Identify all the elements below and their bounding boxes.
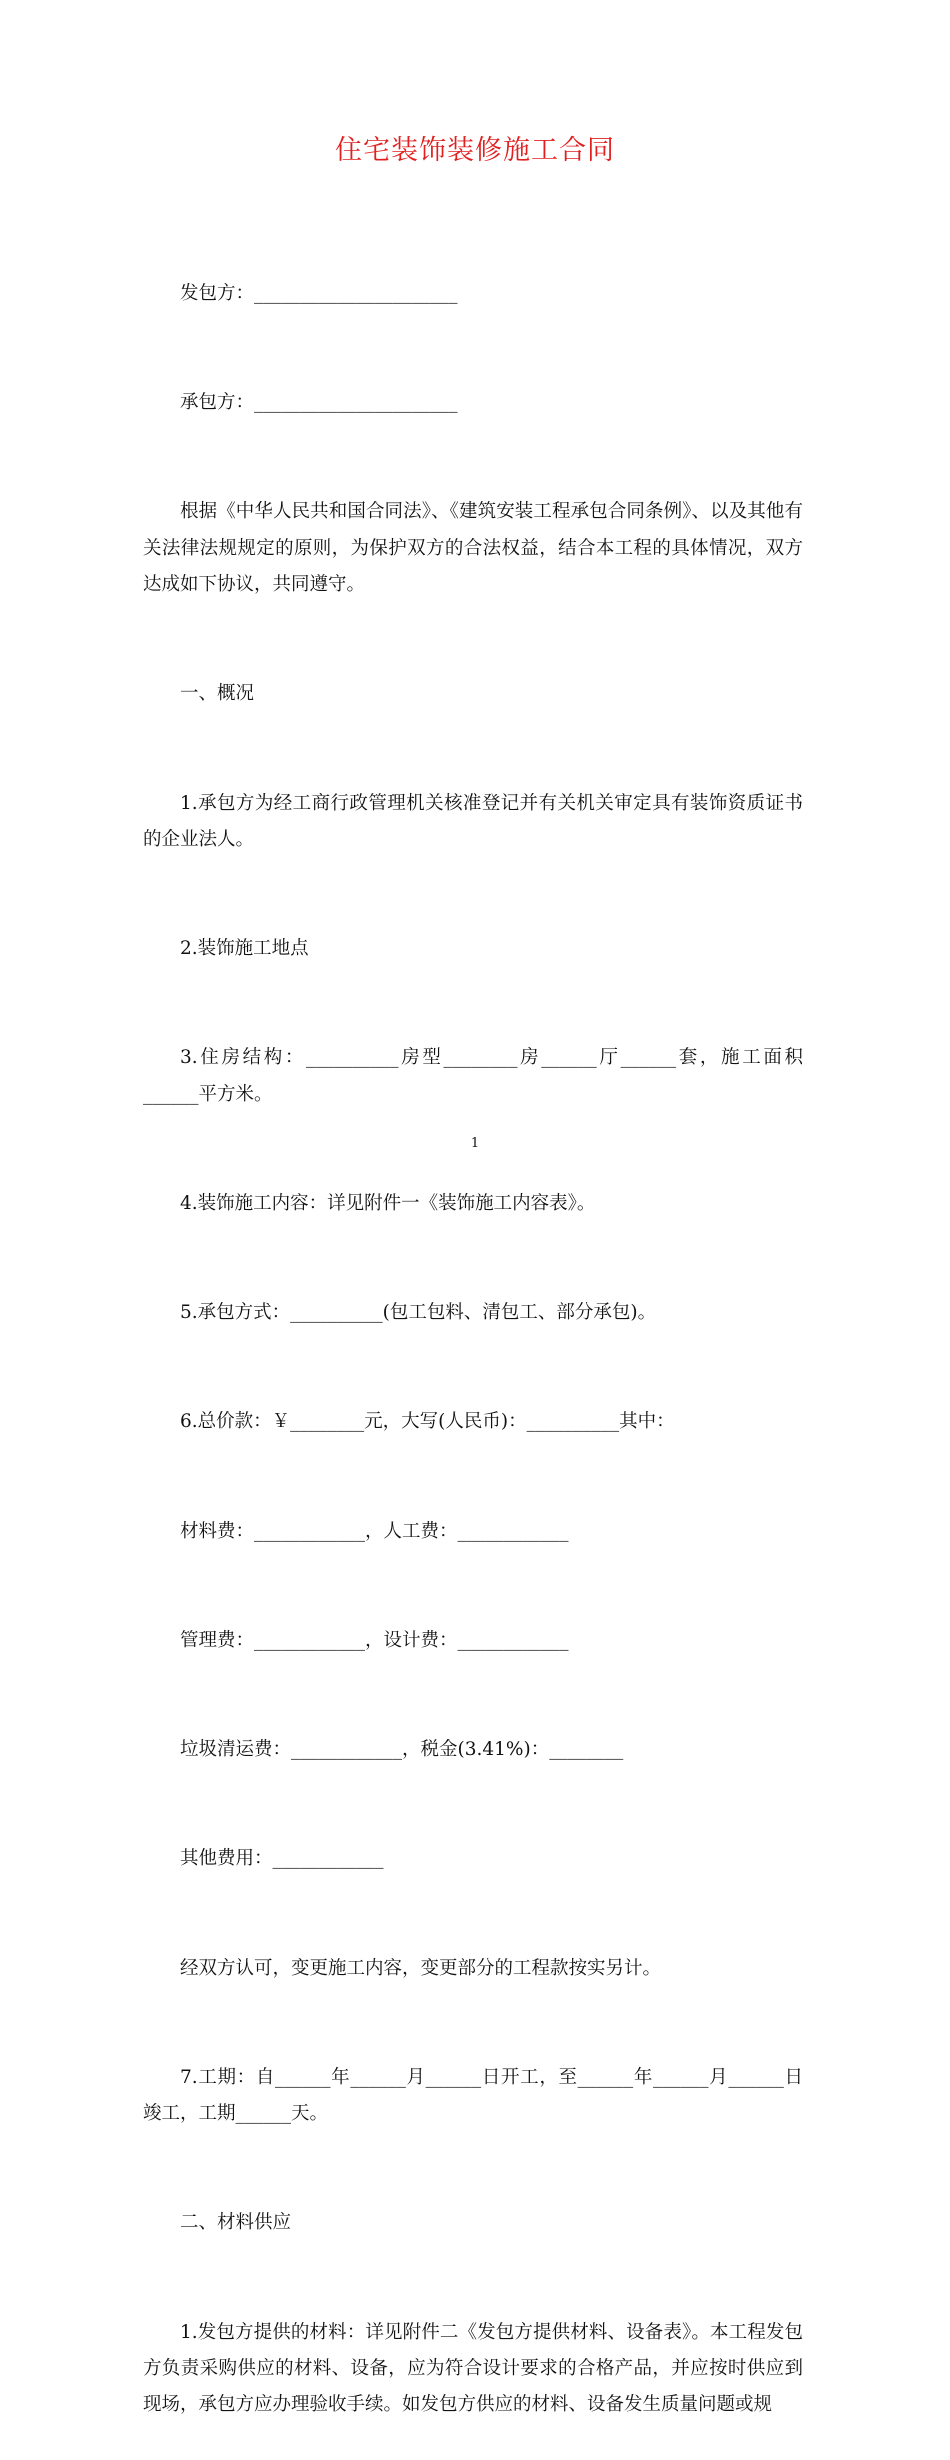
paragraph-clause-2: 2.装饰施工地点 [180, 938, 309, 960]
paragraph-materials-clause-1: 1.发包方提供的材料：详见附件二《发包方提供材料、设备表》。本工程发包方负责采购供应的材料、设备，应为符合设计要求的合格产品，并应按时供应到现场，承包方应办理验收手续。如发包方供应的材料、设备发生质量问题或规 [143, 2321, 803, 2416]
paragraph-management-design-fee: 管理费：____________，设计费：____________ [180, 1629, 569, 1651]
paragraph-clause-7: 7.工期：自______年______月______日开工，至______年______月______日竣工，工期______天。 [143, 2066, 803, 2125]
paragraph-material-labor-fee: 材料费：____________，人工费：____________ [180, 1520, 569, 1542]
paragraph-change-note: 经双方认可，变更施工内容，变更部分的工程款按实另计。 [180, 1957, 662, 1979]
paragraph-clause-6: 6.总价款：￥________元，大写(人民币)：__________其中： [180, 1411, 675, 1433]
paragraph-clause-4: 4.装饰施工内容：详见附件一《装饰施工内容表》。 [180, 1192, 596, 1214]
paragraph-waste-tax-fee: 垃圾清运费：____________，税金(3.41%)：________ [180, 1739, 624, 1761]
section-heading-materials: 二、材料供应 [180, 2212, 292, 2234]
paragraph-preamble: 根据《中华人民共和国合同法》、《建筑安装工程承包合同条例》、以及其他有关法律法规规定的原则，为保护双方的合法权益，结合本工程的具体情况，双方达成如下协议，共同遵守。 [143, 501, 803, 596]
paragraph-clause-3: 3.住房结构：__________房型________房______厅______套，施工面积______平方米。 [143, 1047, 803, 1105]
paragraph-employer: 发包方：______________________ [180, 282, 458, 304]
paragraph-clause-1: 1.承包方为经工商行政管理机关核准登记并有关机关审定具有装饰资质证书的企业法人。 [143, 792, 803, 850]
page-number: 1 [470, 1136, 480, 1151]
paragraph-other-fee: 其他费用：____________ [180, 1848, 384, 1870]
document-title: 住宅装饰装修施工合同 [335, 135, 615, 166]
contract-body [143, 203, 803, 2460]
section-heading-overview: 一、概况 [180, 683, 255, 705]
paragraph-clause-5: 5.承包方式：__________(包工包料、清包工、部分承包)。 [180, 1302, 657, 1324]
paragraph-contractor: 承包方：______________________ [180, 392, 458, 414]
